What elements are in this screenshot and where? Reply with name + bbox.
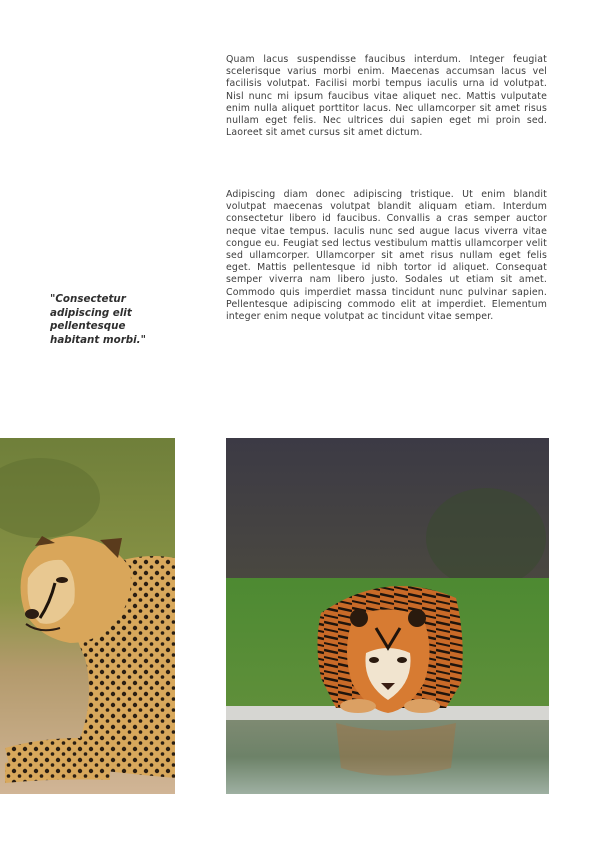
body-paragraph-2: Adipiscing diam donec adipiscing tristique. Ut enim blandit volutpat maecenas volutpat blandit aliquam etiam. Interdum consectetur libero id faucibus. Convallis a cras semper auctor neque vitae tempus. Iaculis nunc sed augue lacus viverra vitae congue eu. Feugiat sed lectus vestibulum mattis ullamcorper velit sed ullamcorper. Ullamcorper sit amet risus nullam eget felis eget. Mattis pellentesque id nibh tortor id aliquet. Consequat semper viverra nam libero justo. Sodales ut etiam sit amet. Commodo quis imperdiet massa tincidunt nunc pulvinar sapien. Pellentesque adipiscing commodo elit at imperdiet. Elementum integer enim neque volutpat ac tincidunt vitae semper. [226, 189, 547, 323]
body-paragraph-1: Quam lacus suspendisse faucibus interdum. Integer feugiat scelerisque varius morbi enim. Maecenas accumsan lacus vel facilisis volutpat. Facilisi morbi tempus iaculis urna id volutpat. Nisl nunc mi ipsum faucibus vitae aliquet nec. Mattis vulputate enim nulla aliquet porttitor lacus. Nec ullamcorper sit amet risus nullam eget felis. Nec ultrices dui sapien eget mi proin sed. Laoreet sit amet cursus sit amet dictum. [226, 54, 547, 139]
tiger-photo [226, 438, 549, 794]
cheetah-image [0, 438, 175, 794]
pull-quote: "Consectetur adipiscing elit pellentesque habitant morbi." [50, 293, 146, 346]
tiger-image [226, 438, 549, 794]
cheetah-photo [0, 438, 175, 794]
